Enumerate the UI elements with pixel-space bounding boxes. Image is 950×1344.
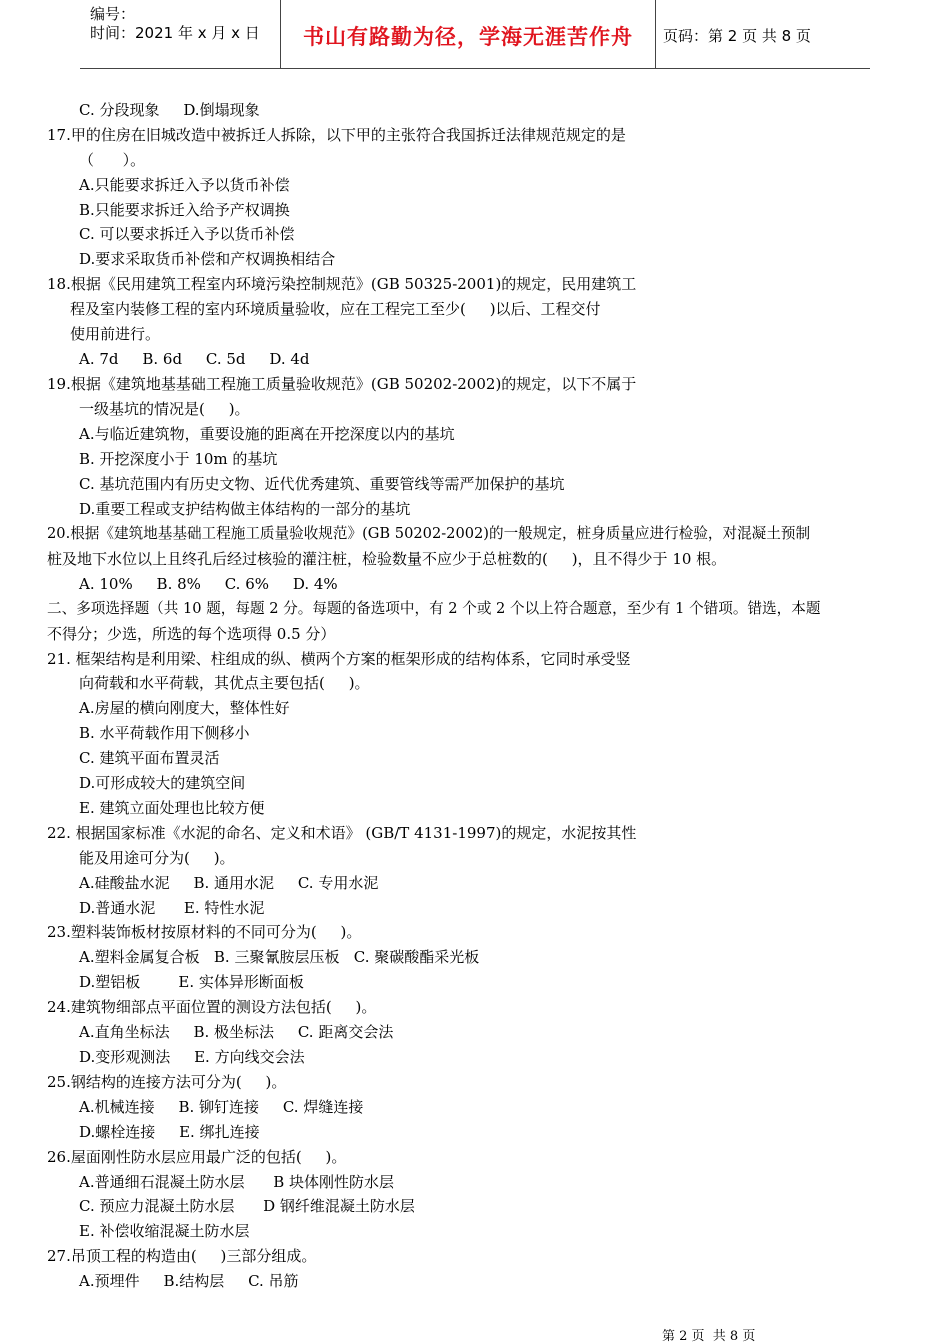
option-line: B.只能要求拆迁入给予产权调换	[79, 201, 290, 219]
question-18: 18.根据《民用建筑工程室内环境污染控制规范》(GB 50325-2001)的规定，民用建筑工	[47, 275, 637, 293]
text-line: C. 分段现象 D.倒塌现象	[79, 101, 260, 119]
text-line: 使用前进行。	[70, 325, 161, 343]
question-26: 26.屋面刚性防水层应用最广泛的包括( )。	[47, 1148, 347, 1166]
option-line: C. 可以要求拆迁入予以货币补偿	[79, 225, 295, 243]
option-line: D.重要工程或支护结构做主体结构的一部分的基坑	[79, 500, 411, 518]
question-17: 17.甲的住房在旧城改造中被拆迁人拆除，以下甲的主张符合我国拆迁法律规范规定的是	[47, 126, 626, 144]
option-line: A. 7d B. 6d C. 5d D. 4d	[79, 350, 310, 368]
option-line: A.硅酸盐水泥 B. 通用水泥 C. 专用水泥	[79, 874, 379, 892]
document-time: 时间：2021 年 x 月 x 日	[90, 24, 260, 42]
question-23: 23.塑料装饰板材按原材料的不同可分为( )。	[47, 923, 362, 941]
text-line: （ ）。	[79, 151, 146, 169]
header-motto: 书山有路勤为径，学海无涯苦作舟	[303, 25, 633, 49]
option-line: A.预埋件 B.结构层 C. 吊筋	[79, 1272, 299, 1290]
text-line: 不得分；少选，所选的每个选项得 0.5 分）	[47, 625, 336, 643]
option-line: A.与临近建筑物，重要设施的距离在开挖深度以内的基坑	[79, 425, 455, 443]
section-heading: 二、多项选择题（共 10 题，每题 2 分。每题的备选项中，有 2 个或 2 个以上符合题意，至少有 1 个错项。错选，本题	[47, 600, 821, 617]
text-line: 一级基坑的情况是( )。	[79, 400, 250, 418]
text-line: 能及用途可分为( )。	[79, 849, 235, 867]
option-line: E. 补偿收缩混凝土防水层	[79, 1222, 250, 1240]
header-meta	[80, 0, 280, 68]
text-line: 程及室内装修工程的室内环境质量验收，应在工程完工至少( )以后、工程交付	[70, 300, 601, 318]
option-line: A.机械连接 B. 铆钉连接 C. 焊缝连接	[79, 1098, 364, 1116]
option-line: C. 预应力混凝土防水层 D 钢纤维混凝土防水层	[79, 1197, 415, 1215]
option-line: B. 水平荷载作用下侧移小	[79, 724, 250, 742]
question-24: 24.建筑物细部点平面位置的测设方法包括( )。	[47, 998, 377, 1016]
option-line: C. 建筑平面布置灵活	[79, 749, 220, 767]
option-line: D.普通水泥 E. 特性水泥	[79, 899, 265, 917]
option-line: A.房屋的横向刚度大，整体性好	[79, 699, 290, 717]
header-page-cell	[655, 0, 870, 68]
header-page-info: 页码：第 2 页 共 8 页	[663, 27, 811, 45]
option-line: B. 开挖深度小于 10m 的基坑	[79, 450, 278, 468]
question-27: 27.吊顶工程的构造由( )三部分组成。	[47, 1247, 317, 1265]
option-line: D.要求采取货币补偿和产权调换相结合	[79, 250, 336, 268]
question-22: 22. 根据国家标准《水泥的命名、定义和术语》 (GB/T 4131-1997)的规定，水泥按其性	[47, 824, 637, 842]
option-line: A. 10% B. 8% C. 6% D. 4%	[79, 575, 338, 593]
option-line: E. 建筑立面处理也比较方便	[79, 799, 265, 817]
text-line: 桩及地下水位以上且终孔后经过核验的灌注桩，检验数量不应少于总桩数的( )，且不得少于 10 根。	[47, 550, 727, 568]
question-20: 20.根据《建筑地基基础工程施工质量验收规范》(GB 50202-2002)的一般规定，桩身质量应进行检验，对混凝土预制	[47, 525, 811, 542]
option-line: C. 基坑范围内有历史文物、近代优秀建筑、重要管线等需严加保护的基坑	[79, 475, 565, 493]
question-19: 19.根据《建筑地基基础工程施工质量验收规范》(GB 50202-2002)的规定，以下不属于	[47, 375, 637, 393]
option-line: D.可形成较大的建筑空间	[79, 774, 246, 792]
question-21: 21. 框架结构是利用梁、柱组成的纵、横两个方案的框架形成的结构体系，它同时承受竖	[47, 650, 631, 668]
option-line: D.塑铝板 E. 实体异形断面板	[79, 973, 304, 991]
page-footer: 第 2 页 共 8 页	[662, 1329, 756, 1344]
header-motto-cell	[280, 0, 656, 68]
option-line: A.直角坐标法 B. 极坐标法 C. 距离交会法	[79, 1023, 394, 1041]
option-line: D.变形观测法 E. 方向线交会法	[79, 1048, 305, 1066]
document-number-label: 编号：	[90, 5, 136, 23]
option-line: A.只能要求拆迁入予以货币补偿	[79, 176, 290, 194]
option-line: D.螺栓连接 E. 绑扎连接	[79, 1123, 260, 1141]
option-line: A.塑料金属复合板 B. 三聚氰胺层压板 C. 聚碳酸酯采光板	[79, 948, 480, 966]
text-line: 向荷载和水平荷载，其优点主要包括( )。	[79, 674, 370, 692]
option-line: A.普通细石混凝土防水层 B 块体刚性防水层	[79, 1173, 395, 1191]
question-25: 25.钢结构的连接方法可分为( )。	[47, 1073, 287, 1091]
page-header	[80, 0, 870, 69]
